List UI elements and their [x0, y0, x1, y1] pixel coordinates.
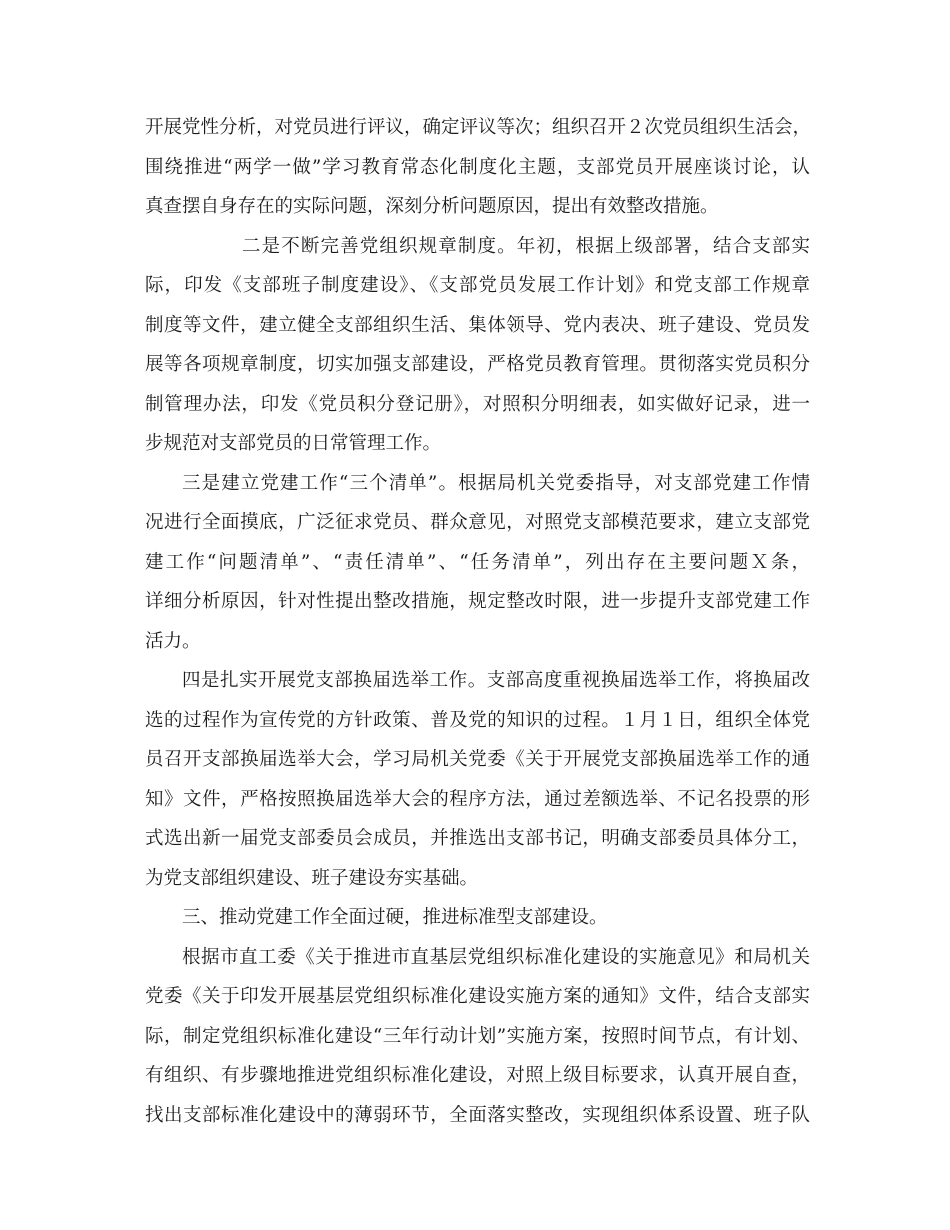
text-line: 二是不断完善党组织规章制度。年初，根据上级部署，结合支部实 — [242, 235, 810, 257]
section-heading: 三、推动党建工作全面过硬，推进标准型支部建设。 — [182, 907, 608, 928]
text-line: 展等各项规章制度，切实加强支部建设，严格党员教育管理。贯彻落实党员积分 — [145, 354, 810, 375]
text-line: 知》文件，严格按照换届选举大会的程序方法，通过差额选举、不记名投票的形 — [145, 788, 810, 810]
text-line: 围绕推进“两学一做”学习教育常态化制度化主题，支部党员开展座谈讨论，认 — [145, 156, 810, 178]
text-line: 选的过程作为宣传党的方针政策、普及党的知识的过程。１月１日，组织全体党 — [145, 709, 810, 731]
text-line: 员召开支部换届选举大会，学习局机关党委《关于开展党支部换届选举工作的通 — [145, 749, 810, 770]
text-line: 找出支部标准化建设中的薄弱环节，全面落实整改，实现组织体系设置、班子队 — [145, 1104, 810, 1126]
text-line: 式选出新一届党支部委员会成员，并推选出支部书记，明确支部委员具体分工， — [145, 828, 810, 849]
text-line: 真查摆自身存在的实际问题，深刻分析问题原因，提出有效整改措施。 — [145, 196, 719, 217]
text-line: 有组织、有步骤地推进党组织标准化建设，对照上级目标要求，认真开展自查， — [145, 1065, 810, 1086]
text-line: 建工作“问题清单”、“责任清单”、“任务清单”，列出存在主要问题Ｘ条， — [145, 551, 810, 573]
text-line: 制度等文件，建立健全支部组织生活、集体领导、党内表决、班子建设、党员发 — [145, 314, 810, 336]
text-line: 活力。 — [145, 630, 201, 652]
text-line: 四是扎实开展党支部换届选举工作。支部高度重视换届选举工作，将换届改 — [182, 670, 810, 691]
text-line: 际，制定党组织标准化建设“三年行动计划”实施方案，按照时间节点，有计划、 — [145, 1025, 810, 1047]
document-body — [145, 108, 810, 1135]
text-line: 党委《关于印发开展基层党组织标准化建设实施方案的通知》文件，结合支部实 — [145, 986, 810, 1007]
text-line: 为党支部组织建设、班子建设夯实基础。 — [145, 867, 479, 889]
text-line: 三是建立党建工作“三个清单”。根据局机关党委指导，对支部党建工作情 — [182, 472, 810, 494]
text-line: 步规范对支部党员的日常管理工作。 — [145, 433, 442, 454]
text-line: 根据市直工委《关于推进市直基层党组织标准化建设的实施意见》和局机关 — [182, 946, 810, 968]
text-line: 开展党性分析，对党员进行评议，确定评议等次；组织召开２次党员组织生活会， — [145, 117, 812, 138]
text-line: 际，印发《支部班子制度建设》、《支部党员发展工作计划》和党支部工作规章 — [145, 275, 810, 296]
text-line: 制管理办法，印发《党员积分登记册》，对照积分明细表，如实做好记录，进一 — [145, 393, 810, 415]
text-line: 况进行全面摸底，广泛征求党员、群众意见，对照党支部模范要求，建立支部党 — [145, 512, 810, 533]
text-line: 详细分析原因，针对性提出整改措施，规定整改时限，进一步提升支部党建工作 — [145, 591, 810, 612]
